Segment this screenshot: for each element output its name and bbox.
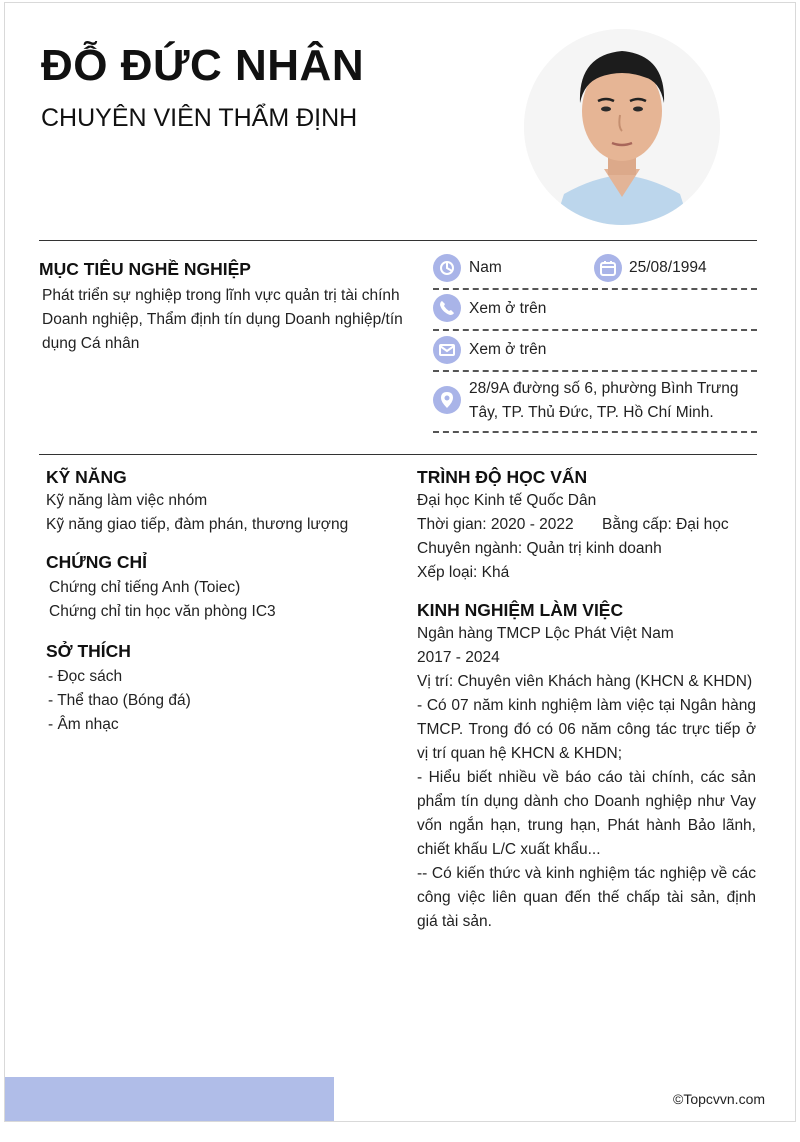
birthday-value: 25/08/1994 bbox=[629, 259, 707, 276]
hobbies-heading: SỞ THÍCH bbox=[46, 641, 131, 661]
cv-page bbox=[4, 2, 796, 1122]
experience-bullet: - Có 07 năm kinh nghiệm làm việc tại Ngân hàng TMCP. Trong đó có 06 năm công tác trực tiếp ở vị trí quan hệ KHCN & KHDN; bbox=[417, 697, 756, 762]
experience-bullet: -- Có kiến thức và kinh nghiệm tác nghiệp về các công việc liên quan đến thế chấp tài sản, định giá tài sản. bbox=[417, 865, 756, 930]
education-major: Chuyên ngành: Quản trị kinh doanh bbox=[417, 540, 662, 557]
phone-icon bbox=[433, 294, 461, 322]
education-rank: Xếp loại: Khá bbox=[417, 564, 510, 581]
experience-company: Ngân hàng TMCP Lộc Phát Việt Nam bbox=[417, 625, 674, 642]
contact-divider bbox=[433, 329, 757, 331]
gender-icon bbox=[433, 254, 461, 282]
experience-bullet: - Hiểu biết nhiều về báo cáo tài chính, các sản phẩm tín dụng dành cho Doanh nghiệp như Vay vốn ngắn hạn, trung hạn, Phát hành Bảo lãnh, chiết khấu L/C xuất khẩu... bbox=[417, 769, 756, 858]
address-value: 28/9A đường số 6, phường Bình Trưng Tây, TP. Thủ Đức, TP. Hồ Chí Minh. bbox=[469, 380, 739, 421]
footer-bar bbox=[5, 1077, 334, 1122]
contact-divider bbox=[433, 370, 757, 372]
education-time: Thời gian: 2020 - 2022 bbox=[417, 516, 574, 533]
hobby-item: - Đọc sách bbox=[48, 668, 123, 685]
experience-heading: KINH NGHIỆM LÀM VIỆC bbox=[417, 600, 624, 620]
experience-position: Vị trí: Chuyên viên Khách hàng (KHCN & KHDN) bbox=[417, 673, 753, 690]
email-value: Xem ở trên bbox=[469, 341, 547, 358]
phone-value: Xem ở trên bbox=[469, 300, 547, 317]
certificates-heading: CHỨNG CHỈ bbox=[46, 552, 148, 572]
divider-top bbox=[39, 240, 757, 241]
avatar bbox=[524, 29, 720, 225]
candidate-name: ĐỖ ĐỨC NHÂN bbox=[41, 41, 365, 90]
location-icon bbox=[433, 386, 461, 414]
skills-heading: KỸ NĂNG bbox=[46, 467, 127, 487]
education-degree: Bằng cấp: Đại học bbox=[602, 516, 729, 533]
education-school: Đại học Kinh tế Quốc Dân bbox=[417, 492, 597, 509]
hobby-item: - Thể thao (Bóng đá) bbox=[48, 692, 191, 709]
education-heading: TRÌNH ĐỘ HỌC VẤN bbox=[417, 467, 588, 487]
birthday-icon bbox=[594, 254, 622, 282]
objective-heading: MỤC TIÊU NGHỀ NGHIỆP bbox=[39, 259, 251, 279]
objective-text: Phát triển sự nghiệp trong lĩnh vực quản trị tài chính Doanh nghiệp, Thẩm định tín dụng Doanh nghiệp/tín dụng Cá nhân bbox=[42, 287, 403, 352]
job-title: CHUYÊN VIÊN THẨM ĐỊNH bbox=[41, 104, 358, 132]
skill-item: Kỹ năng làm việc nhóm bbox=[46, 492, 208, 509]
contact-divider bbox=[433, 431, 757, 433]
avatar-photo bbox=[524, 29, 720, 225]
experience-period: 2017 - 2024 bbox=[417, 649, 500, 666]
skill-item: Kỹ năng giao tiếp, đàm phán, thương lượng bbox=[46, 516, 349, 533]
certificate-item: Chứng chỉ tin học văn phòng IC3 bbox=[49, 603, 276, 620]
divider-middle bbox=[39, 454, 757, 455]
certificate-item: Chứng chỉ tiếng Anh (Toiec) bbox=[49, 579, 241, 596]
email-icon bbox=[433, 336, 461, 364]
gender-value: Nam bbox=[469, 259, 502, 276]
copyright-text: ©Topcvvn.com bbox=[673, 1091, 766, 1107]
contact-divider bbox=[433, 288, 757, 290]
hobby-item: - Âm nhạc bbox=[48, 716, 119, 733]
